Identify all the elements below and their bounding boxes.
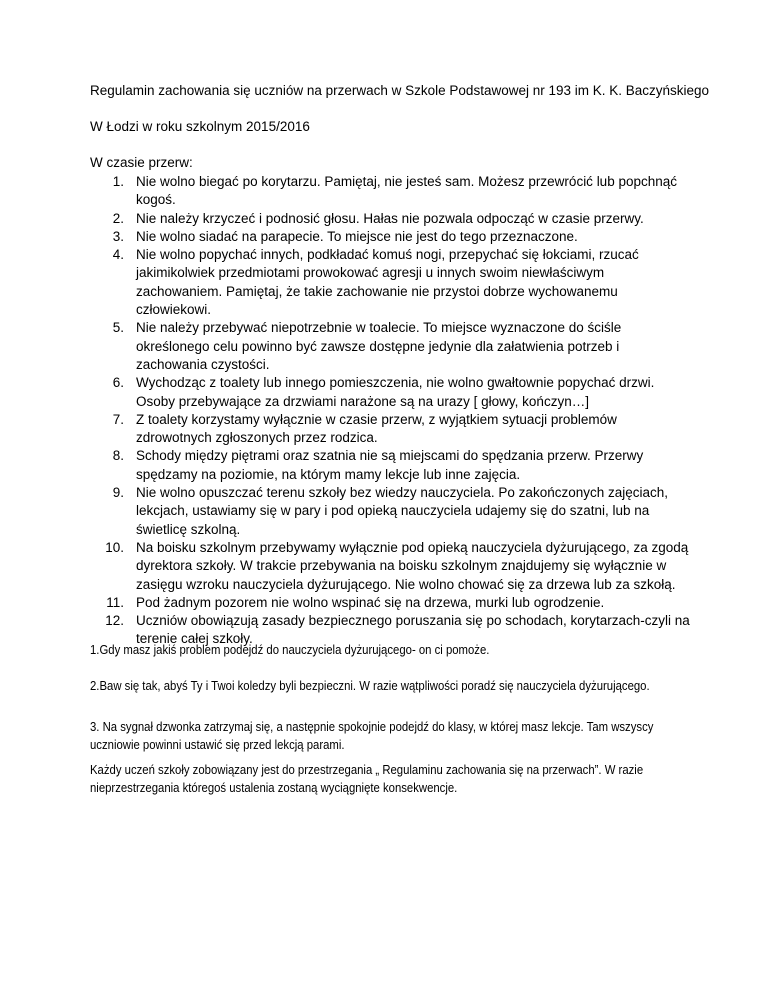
rule-text: Schody między piętrami oraz szatnia nie są miejscami do spędzania przerw. Przerwy spędzamy na poziomie, na którym mamy lekcje lub inne zajęcia. xyxy=(136,448,644,482)
note-1: 1.Gdy masz jakiś problem podejdź do nauczyciela dyżurującego- on ci pomoże. xyxy=(90,643,490,657)
rule-number: 6. xyxy=(112,375,124,391)
section-heading: W czasie przerw: xyxy=(90,155,193,170)
rule-number: 11. xyxy=(106,594,124,610)
rule-item xyxy=(90,374,690,411)
rule-number: 1. xyxy=(112,174,124,189)
rules-list xyxy=(90,173,690,649)
rule-text: Uczniów obowiązują zasady bezpiecznego poruszania się po schodach, korytarzach-czyli na terenie całej szkoły. xyxy=(136,613,690,647)
rule-text: Nie wolno biegać po korytarzu. Pamiętaj, nie jesteś sam. Możesz przewrócić lub popchnąć kogoś. xyxy=(136,174,678,208)
rule-number: 5. xyxy=(112,320,124,336)
rule-text: Nie należy przebywać niepotrzebnie w toalecie. To miejsce wyznaczone do ściśle określonego celu powinno być zawsze dostępne jedynie dla załatwienia potrzeb i zachowania czystości. xyxy=(136,320,622,372)
rule-item xyxy=(90,246,690,319)
rule-text: Pod żadnym pozorem nie wolno wspinać się na drzewa, murki lub ogrodzenie. xyxy=(136,594,605,610)
rule-text: Na boisku szkolnym przebywamy wyłącznie pod opieką nauczyciela dyżurującego, za zgodą dyrektora szkoły. W trakcie przebywania na boisku szkolnym znajdujemy się wyłącznie w zasięgu wzroku nauczyciela dyżurującego. Nie wolno chować się za drzewa lub za szkołą. xyxy=(136,539,689,592)
rule-number: 4. xyxy=(112,247,124,263)
rule-item xyxy=(90,210,690,228)
rule-number: 10. xyxy=(105,539,124,555)
rule-number: 8. xyxy=(112,448,124,464)
rule-text: Nie wolno opuszczać terenu szkoły bez wiedzy nauczyciela. Po zakończonych zajęciach, lekcjach, ustawiamy się w pary i pod opieką nauczyciela udajemy się do szatni, lub na świetlicę szkolną. xyxy=(136,485,669,537)
rule-number: 9. xyxy=(112,485,124,501)
school-year-line: W Łodzi w roku szkolnym 2015/2016 xyxy=(90,119,310,134)
note-3: 3. Na sygnał dzwonka zatrzymaj się, a następnie spokojnie podejdź do klasy, w której masz lekcje. Tam wszyscy uczniowie powinni ustawić się przed lekcją parami. xyxy=(90,720,654,752)
rule-text: Z toalety korzystamy wyłącznie w czasie przerw, z wyjątkiem sytuacji problemów zdrowotnych zgłoszonych przez rodzica. xyxy=(136,411,617,446)
rule-item xyxy=(90,411,690,448)
rule-text: Nie należy krzyczeć i podnosić głosu. Hałas nie pozwala odpocząć w czasie przerwy. xyxy=(136,210,644,226)
rule-item xyxy=(90,173,690,210)
rule-item xyxy=(90,484,690,539)
rule-number: 12. xyxy=(105,613,124,629)
rule-text: Wychodząc z toalety lub innego pomieszczenia, nie wolno gwałtownie popychać drzwi. Osoby przebywające za drzwiami narażone są na urazy [ głowy, kończyn…] xyxy=(136,375,655,409)
rule-item xyxy=(90,447,690,484)
rule-text: Nie wolno popychać innych, podkładać komuś nogi, przepychać się łokciami, rzucać jakimikolwiek przedmiotami prowokować agresji u innych swoim niewłaściwym zachowaniem. Pamiętaj, że takie zachowanie nie przystoi dobrze wychowanemu człowiekowi. xyxy=(136,247,639,318)
document-title: Regulamin zachowania się uczniów na przerwach w Szkole Podstawowej nr 193 im K. K. Baczyńskiego xyxy=(90,83,710,98)
rule-item xyxy=(90,228,690,246)
rule-number: 3. xyxy=(112,228,124,244)
rule-number: 7. xyxy=(112,411,124,427)
rule-item xyxy=(90,319,690,374)
rule-item xyxy=(90,594,690,612)
note-2: 2.Baw się tak, abyś Ty i Twoi koledzy byli bezpieczni. W razie wątpliwości poradź się nauczyciela dyżurującego. xyxy=(90,679,650,693)
closing-paragraph: Każdy uczeń szkoły zobowiązany jest do przestrzegania „ Regulaminu zachowania się na przerwach”. W razie nieprzestrzegania któregoś ustalenia zostaną wyciągnięte konsekwencje. xyxy=(90,763,644,795)
rule-text: Nie wolno siadać na parapecie. To miejsce nie jest do tego przeznaczone. xyxy=(136,228,578,244)
rule-number: 2. xyxy=(112,210,124,226)
rule-item xyxy=(90,539,690,594)
